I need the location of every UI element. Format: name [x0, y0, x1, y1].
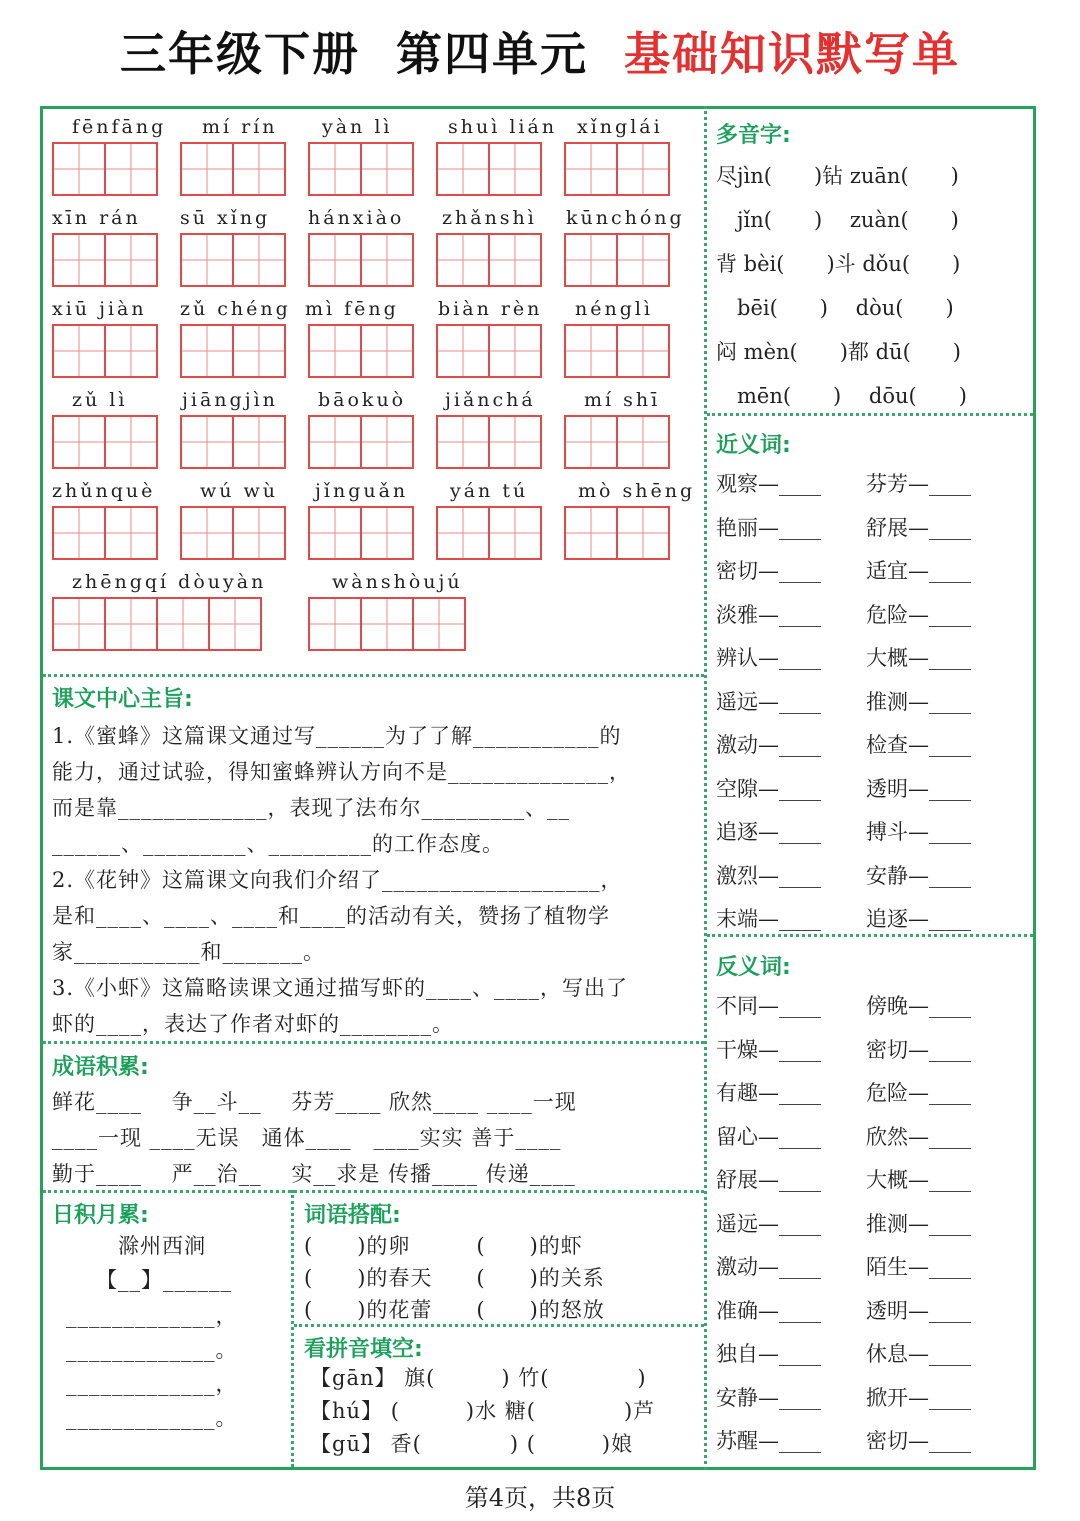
- pinyin-label: yàn lì: [322, 116, 393, 138]
- divider: [43, 674, 704, 677]
- grid-cell[interactable]: [436, 415, 490, 469]
- synonym-item: 安静—____: [866, 863, 971, 888]
- grid-cell[interactable]: [616, 233, 670, 287]
- writing-grid[interactable]: [436, 142, 540, 196]
- matching-line: ( )的花蕾 ( )的怒放: [304, 1298, 605, 1322]
- synonym-item: 辨认—____: [716, 646, 821, 670]
- grid-cell[interactable]: [52, 415, 106, 469]
- synonym-item: 大概—____: [866, 646, 971, 670]
- synonym-item: 搏斗—____: [866, 820, 971, 844]
- grid-cell[interactable]: [308, 324, 362, 378]
- synonym-item: 激动—____: [716, 733, 821, 757]
- pinyin-label: zǔ chéng: [180, 298, 291, 320]
- antonym-item: 欣然—____: [866, 1124, 971, 1149]
- matching-line: ( )的卵 ( )的虾: [304, 1234, 583, 1258]
- writing-grid[interactable]: [564, 233, 668, 287]
- antonym-item: 干燥—____: [716, 1037, 821, 1062]
- pinyin-label: xīn rán: [52, 207, 141, 229]
- synonym-item: 追逐—____: [716, 820, 821, 844]
- pinyin-label: biàn rèn: [438, 298, 543, 320]
- antonym-item: 大概—____: [866, 1168, 971, 1192]
- section-heading-antonyms: 反义词:: [716, 955, 791, 980]
- writing-grid[interactable]: [308, 597, 464, 651]
- grid-cell[interactable]: [52, 506, 106, 560]
- synonym-item: 推测—____: [866, 689, 971, 714]
- section-heading-idioms: 成语积累:: [52, 1055, 149, 1080]
- antonym-item: 危险—____: [866, 1081, 971, 1105]
- antonym-item: 苏醒—____: [716, 1429, 821, 1453]
- antonym-item: 推测—____: [866, 1211, 971, 1236]
- grid-cell[interactable]: [308, 597, 362, 651]
- grid-cell[interactable]: [436, 324, 490, 378]
- antonym-item: 安静—____: [716, 1385, 821, 1410]
- writing-grid[interactable]: [436, 324, 540, 378]
- synonym-item: 透明—____: [866, 776, 971, 801]
- pinyin-label: zhǎnshì: [442, 207, 537, 229]
- writing-grid[interactable]: [564, 142, 668, 196]
- grid-cell[interactable]: [564, 233, 618, 287]
- grid-cell[interactable]: [488, 415, 542, 469]
- grid-cell[interactable]: [360, 415, 414, 469]
- writing-grid[interactable]: [564, 506, 668, 560]
- writing-grid[interactable]: [436, 415, 540, 469]
- grid-cell[interactable]: [52, 233, 106, 287]
- writing-grid[interactable]: [308, 233, 412, 287]
- grid-cell[interactable]: [488, 233, 542, 287]
- grid-cell[interactable]: [104, 597, 158, 651]
- pinyin-label: yán tú: [450, 480, 529, 502]
- idiom-line: 鲜花____ 争__斗__ 芬芳____ 欣然____ ____一现: [52, 1090, 577, 1114]
- central-idea-line: 能力，通过试验，得知蜜蜂辨认方向不是______________，: [52, 760, 631, 784]
- pinyin-label: wànshòujú: [332, 571, 463, 593]
- antonym-item: 密切—____: [866, 1037, 971, 1062]
- antonym-item: 掀开—____: [866, 1385, 971, 1410]
- pinyin-label: nénglì: [575, 298, 654, 320]
- central-idea-line: 而是靠_____________，表现了法布尔_________、__: [52, 796, 570, 820]
- pinyin-label: sū xǐng: [180, 207, 271, 229]
- writing-grid[interactable]: [308, 142, 412, 196]
- synonym-item: 密切—____: [716, 559, 821, 583]
- polyphone-line: jǐn( ) zuàn( ): [716, 208, 959, 232]
- grid-cell[interactable]: [180, 415, 234, 469]
- polyphone-line: 尽jìn( )钻 zuān( ): [716, 164, 959, 188]
- grid-cell[interactable]: [308, 415, 362, 469]
- polyphone-line: mēn( ) dōu( ): [716, 384, 967, 408]
- title-subject: 基础知识默写单: [624, 27, 960, 81]
- grid-cell[interactable]: [104, 233, 158, 287]
- poem-blank-line: _____________。: [66, 1406, 238, 1430]
- grid-cell[interactable]: [232, 142, 286, 196]
- writing-grid[interactable]: [52, 233, 156, 287]
- grid-cell[interactable]: [232, 415, 286, 469]
- grid-cell[interactable]: [616, 324, 670, 378]
- synonym-item: 适宜—____: [866, 559, 971, 583]
- writing-grid[interactable]: [180, 506, 284, 560]
- antonym-item: 透明—____: [866, 1298, 971, 1323]
- grid-cell[interactable]: [232, 233, 286, 287]
- pinyin-label: mí shī: [584, 389, 661, 411]
- grid-cell[interactable]: [360, 506, 414, 560]
- synonym-item: 激烈—____: [716, 863, 821, 888]
- synonym-item: 检查—____: [866, 733, 971, 757]
- antonym-item: 不同—____: [716, 994, 821, 1018]
- grid-cell[interactable]: [616, 142, 670, 196]
- grid-cell[interactable]: [104, 324, 158, 378]
- page-footer: 第4页，共8页: [464, 1484, 616, 1512]
- grid-cell[interactable]: [436, 233, 490, 287]
- poem-author-line: 【__】______: [96, 1268, 232, 1292]
- section-heading-matching: 词语搭配:: [304, 1203, 401, 1228]
- section-heading-polyphone: 多音字:: [716, 123, 791, 148]
- pinyin-fill-line: 【hú】 ( )水 糖( )芦: [310, 1399, 656, 1423]
- writing-grid[interactable]: [308, 415, 412, 469]
- central-idea-line: 家___________和_______。: [52, 940, 325, 964]
- antonym-item: 遥远—____: [716, 1211, 821, 1236]
- antonym-item: 有趣—____: [716, 1081, 821, 1105]
- grid-cell[interactable]: [308, 506, 362, 560]
- divider: [291, 1190, 294, 1467]
- pinyin-fill-line: 【gān】 旗( ) 竹( ): [310, 1366, 647, 1390]
- writing-grid[interactable]: [308, 324, 412, 378]
- polyphone-line: bēi( ) dòu( ): [716, 296, 954, 320]
- title-grade: 三年级下册: [120, 27, 360, 81]
- section-heading-pinyin-fill: 看拼音填空:: [304, 1337, 423, 1362]
- grid-cell[interactable]: [180, 324, 234, 378]
- grid-cell[interactable]: [564, 142, 618, 196]
- grid-cell[interactable]: [616, 506, 670, 560]
- central-idea-line: 1.《蜜蜂》这篇课文通过写______为了了解___________的: [52, 724, 622, 748]
- antonym-item: 留心—____: [716, 1124, 821, 1149]
- writing-grid[interactable]: [436, 506, 540, 560]
- writing-grid[interactable]: [52, 415, 156, 469]
- grid-cell[interactable]: [208, 597, 262, 651]
- antonym-item: 陌生—____: [866, 1255, 971, 1279]
- pinyin-fill-line: 【gū】 香( ) ( )娘: [310, 1432, 634, 1456]
- grid-cell[interactable]: [180, 233, 234, 287]
- pinyin-label: zǔ lì: [72, 389, 128, 411]
- synonym-item: 空隙—____: [716, 776, 821, 801]
- writing-grid[interactable]: [52, 597, 260, 651]
- grid-cell[interactable]: [104, 415, 158, 469]
- grid-cell[interactable]: [488, 324, 542, 378]
- grid-cell[interactable]: [52, 142, 106, 196]
- synonym-item: 舒展—____: [866, 515, 971, 540]
- divider: [707, 934, 1033, 937]
- grid-cell[interactable]: [488, 142, 542, 196]
- poem-title: 滁州西涧: [118, 1234, 206, 1258]
- synonym-item: 淡雅—____: [716, 602, 821, 627]
- pinyin-label: mí rín: [202, 116, 278, 138]
- antonym-item: 舒展—____: [716, 1168, 821, 1192]
- column-divider: [704, 106, 707, 1470]
- pinyin-label: bāokuò: [318, 389, 407, 411]
- central-idea-line: 2.《花钟》这篇课文向我们介绍了___________________，: [52, 868, 623, 892]
- synonym-item: 末端—____: [716, 907, 821, 931]
- grid-cell[interactable]: [232, 506, 286, 560]
- pinyin-label: hánxiào: [308, 207, 405, 229]
- grid-cell[interactable]: [360, 233, 414, 287]
- grid-cell[interactable]: [412, 597, 466, 651]
- pinyin-label: zhǔnquè: [52, 480, 156, 502]
- pinyin-label: kūnchóng: [566, 207, 685, 229]
- writing-grid[interactable]: [564, 324, 668, 378]
- pinyin-label: jǐnguǎn: [315, 480, 409, 502]
- writing-grid[interactable]: [564, 415, 668, 469]
- poem-blank-line: _____________，: [66, 1304, 238, 1328]
- grid-cell[interactable]: [104, 506, 158, 560]
- section-heading-central-idea: 课文中心主旨:: [52, 687, 193, 712]
- pinyin-label: jiāngjìn: [182, 389, 278, 411]
- grid-cell[interactable]: [308, 142, 362, 196]
- writing-grid[interactable]: [180, 142, 284, 196]
- idiom-line: 勤于____ 严__治__ 实__求是 传播____ 传递____: [52, 1162, 576, 1186]
- grid-cell[interactable]: [360, 324, 414, 378]
- title-unit: 第四单元: [396, 27, 588, 81]
- antonym-item: 傍晚—____: [866, 994, 971, 1018]
- writing-grid[interactable]: [436, 233, 540, 287]
- synonym-item: 遥远—____: [716, 689, 821, 714]
- grid-cell[interactable]: [308, 233, 362, 287]
- poem-blank-line: _____________，: [66, 1372, 238, 1396]
- grid-cell[interactable]: [156, 597, 210, 651]
- pinyin-label: xiū jiàn: [52, 298, 147, 320]
- section-heading-synonyms: 近义词:: [716, 433, 791, 458]
- writing-grid[interactable]: [308, 506, 412, 560]
- central-idea-line: 3.《小虾》这篇略读课文通过描写虾的____、____，写出了: [52, 976, 629, 1000]
- section-heading-daily: 日积月累:: [52, 1203, 149, 1228]
- synonym-item: 观察—____: [716, 472, 821, 496]
- pinyin-label: wú wù: [200, 480, 279, 502]
- grid-cell[interactable]: [564, 324, 618, 378]
- poem-blank-line: _____________。: [66, 1338, 238, 1362]
- central-idea-line: ______、_________、_________的工作态度。: [52, 832, 504, 856]
- pinyin-label: shuì lián: [448, 116, 558, 138]
- synonym-item: 追逐—____: [866, 907, 971, 931]
- idiom-line: ____一现 ____无误 通体____ ____实实 善于____: [52, 1126, 562, 1150]
- writing-grid[interactable]: [180, 233, 284, 287]
- grid-cell[interactable]: [180, 506, 234, 560]
- polyphone-line: 闷 mèn( )都 dū( ): [716, 340, 961, 364]
- writing-grid[interactable]: [52, 324, 156, 378]
- grid-cell[interactable]: [616, 415, 670, 469]
- grid-cell[interactable]: [564, 506, 618, 560]
- grid-cell[interactable]: [180, 142, 234, 196]
- synonym-item: 芬芳—____: [866, 472, 971, 496]
- writing-grid[interactable]: [180, 324, 284, 378]
- writing-grid[interactable]: [52, 142, 156, 196]
- writing-grid[interactable]: [180, 415, 284, 469]
- pinyin-label: mò shēng: [578, 480, 696, 502]
- central-idea-line: 虾的____，表达了作者对虾的________。: [52, 1012, 454, 1036]
- grid-cell[interactable]: [52, 324, 106, 378]
- pinyin-label: fēnfāng: [72, 116, 167, 138]
- grid-cell[interactable]: [104, 142, 158, 196]
- polyphone-line: 背 bèi( )斗 dǒu( ): [716, 252, 961, 276]
- antonym-item: 独自—____: [716, 1342, 821, 1366]
- writing-grid[interactable]: [52, 506, 156, 560]
- divider: [294, 1324, 704, 1327]
- pinyin-label: jiǎnchá: [445, 389, 536, 411]
- divider: [707, 413, 1033, 416]
- antonym-item: 激动—____: [716, 1255, 821, 1279]
- page-title: [0, 18, 1080, 84]
- matching-line: ( )的春天 ( )的关系: [304, 1266, 605, 1290]
- synonym-item: 艳丽—____: [716, 515, 821, 540]
- grid-cell[interactable]: [360, 142, 414, 196]
- antonym-item: 休息—____: [866, 1342, 971, 1366]
- grid-cell[interactable]: [436, 506, 490, 560]
- divider: [43, 1190, 704, 1193]
- grid-cell[interactable]: [52, 597, 106, 651]
- synonym-item: 危险—____: [866, 602, 971, 627]
- antonym-item: 密切—____: [866, 1429, 971, 1453]
- central-idea-line: 是和____、____、____和____的活动有关，赞扬了植物学: [52, 904, 610, 928]
- pinyin-label: xǐnglái: [577, 116, 663, 138]
- antonym-item: 准确—____: [716, 1298, 821, 1323]
- grid-cell[interactable]: [564, 415, 618, 469]
- grid-cell[interactable]: [488, 506, 542, 560]
- pinyin-label: mì fēng: [305, 298, 399, 320]
- divider: [43, 1041, 704, 1044]
- grid-cell[interactable]: [436, 142, 490, 196]
- grid-cell[interactable]: [232, 324, 286, 378]
- pinyin-label: zhēngqí dòuyàn: [72, 571, 267, 593]
- grid-cell[interactable]: [360, 597, 414, 651]
